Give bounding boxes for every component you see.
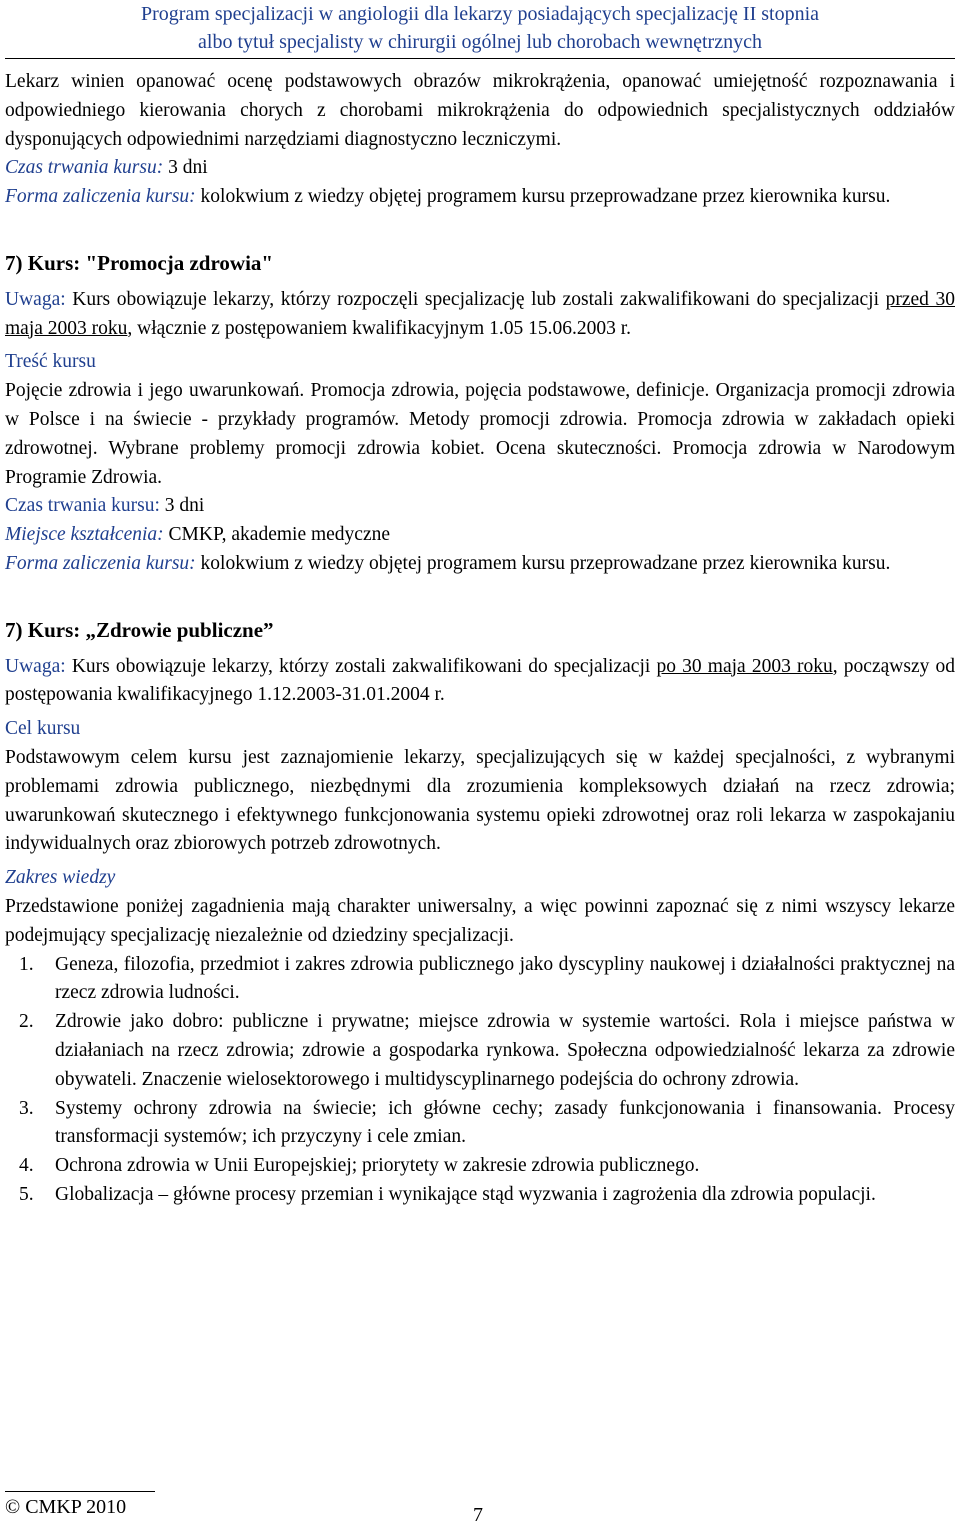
footer-divider — [5, 1491, 155, 1492]
course-promocja-duration-value: 3 dni — [159, 495, 205, 517]
page-header — [0, 0, 960, 56]
intro-form-value: kolokwium z wiedzy objętej programem kursu przeprowadzane przez kierownika kursu. — [195, 186, 891, 208]
scope-list-item-number: 3. — [19, 1097, 34, 1119]
scope-list-item-text: Ochrona zdrowia w Unii Europejskiej; priorytety w zakresie zdrowia publicznego. — [55, 1155, 700, 1177]
course-promocja-note — [5, 286, 955, 344]
course-zdrowie-title: 7) Kurs: „Zdrowie publiczne” — [5, 617, 274, 642]
scope-list-item-text: Zdrowie jako dobro: publiczne i prywatne; miejsce zdrowia w systemie wartości. Rola i miejsce państwa w działaniach na rzecz zdrowia; zdrowie a gospodarka rynkowa. Społeczna odpowiedzialność lekarza za zdrowie obywateli. Znaczenie wielosektorowego i multidyscyplinarnego podejścia do ochrony zdrowia. — [55, 1011, 955, 1090]
scope-list-item — [5, 951, 955, 1009]
course-promocja-duration — [5, 492, 955, 521]
scope-list-item-text: Geneza, filozofia, przedmiot i zakres zdrowia publicznego jako dyscypliny naukowej i działalności praktycznej na rzecz zdrowia ludności. — [55, 953, 955, 1004]
section-gap — [5, 579, 955, 599]
course-promocja-note-date: przed 30 maja 2003 roku — [5, 288, 955, 339]
intro-form — [5, 183, 955, 212]
course-promocja-form — [5, 550, 955, 579]
intro-form-label: Forma zaliczenia kursu: — [5, 186, 196, 208]
scope-list-item — [5, 1008, 955, 1094]
scope-list-item-text: Globalizacja – główne procesy przemian i wynikające stąd wyzwania i zagrożenia dla zdrowia populacji. — [55, 1183, 876, 1205]
course-zdrowie-note-label: Uwaga: — [5, 655, 66, 677]
scope-list — [5, 951, 955, 1210]
course-zdrowie-goal-text: Podstawowym celem kursu jest zaznajomienie lekarzy, specjalizujących się w każdej specjalności, z wybranymi problemami zdrowia publicznego, niezbędnymi dla zrozumienia kompleksowych działań na rzecz zdrowia; uwarunkowań skutecznego i efektywnego funkcjonowania systemu opieki zdrowotnej oraz roli lekarza w zaspokajaniu indywidualnych oraz zbiorowych potrzeb zdrowotnych. — [5, 746, 955, 855]
course-promocja-form-value: kolokwium z wiedzy objętej programem kursu przeprowadzane przez kierownika kursu. — [195, 552, 891, 574]
page-footer — [5, 1491, 955, 1525]
course-zdrowie-note-pre: Kurs obowiązuje lekarzy, którzy zostali zakwalifikowani do specjalizacji — [65, 655, 657, 677]
header-line-2: albo tytuł specjalisty w chirurgii ogólnej lub chorobach wewnętrznych — [198, 31, 762, 53]
intro-duration-label: Czas trwania kursu: — [5, 157, 164, 179]
header-divider — [5, 58, 955, 59]
course-promocja-content-heading: Treść kursu — [5, 351, 96, 373]
header-line-1: Program specjalizacji w angiologii dla lekarzy posiadających specjalizację II stopnia — [140, 3, 820, 25]
course-promocja-form-label: Forma zaliczenia kursu: — [5, 552, 196, 574]
course-zdrowie-scope-heading: Zakres wiedzy — [5, 867, 116, 889]
scope-list-item-text: Systemy ochrony zdrowia na świecie; ich główne cechy; zasady funkcjonowania i finansowania. Procesy transformacji systemów; ich przyczyny i cele zmian. — [55, 1097, 955, 1148]
scope-list-item — [5, 1181, 955, 1210]
course-zdrowie-note-date: po 30 maja 2003 roku — [656, 655, 833, 677]
page-number: 7 — [473, 1504, 483, 1526]
course-promocja-content-text: Pojęcie zdrowia i jego uwarunkowań. Promocja zdrowia, pojęcia podstawowe, definicje. Organizacja promocji zdrowia w Polsce i na świecie - przykłady programów. Metody promocji zdrowia. Promocja zdrowia w zakładach opieki zdrowotnej. Wybrane problemy promocji zdrowia kobiet. Ocena skuteczności. Promocja zdrowia w Narodowym Programie Zdrowia. — [5, 380, 955, 488]
scope-list-item-number: 2. — [19, 1011, 34, 1033]
course-zdrowie-note — [5, 653, 955, 711]
scope-list-item-number: 5. — [19, 1183, 34, 1205]
course-promocja-place — [5, 521, 955, 550]
course-zdrowie-note-post: , począwszy od postępowania kwalifikacyjnego 1.12.2003-31.01.2004 r. — [5, 655, 956, 706]
scope-list-item — [5, 1152, 955, 1181]
course-zdrowie-scope-text: Przedstawione poniżej zagadnienia mają charakter uniwersalny, a więc powinni zapoznać się z nimi wszyscy lekarze podejmujący specjalizację niezależnie od dziedziny specjalizacji. — [5, 895, 955, 946]
course-promocja-note-pre: Kurs obowiązuje lekarzy, którzy rozpoczęli specjalizację lub zostali zakwalifikowani do specjalizacji — [65, 288, 886, 310]
scope-list-item-number: 1. — [19, 953, 34, 975]
course-zdrowie-goal-heading: Cel kursu — [5, 718, 81, 740]
intro-text: Lekarz winien opanować ocenę podstawowych obrazów mikrokrążenia, opanować umiejętność rozpoznawania i odpowiedniego kierowania chorych z chorobami mikrokrążenia do odpowiednich specjalistycznych oddziałów dysponujących odpowiednimi narzędziami diagnostyczno leczniczymi. — [5, 71, 955, 150]
intro-duration — [5, 154, 955, 183]
page-content — [5, 68, 955, 1210]
intro-duration-value: 3 dni — [163, 157, 208, 179]
course-promocja-place-value: CMKP, akademie medyczne — [163, 524, 391, 546]
course-promocja-note-label: Uwaga: — [5, 288, 66, 310]
course-promocja-place-label: Miejsce kształcenia: — [5, 524, 164, 546]
section-gap — [5, 212, 955, 232]
copyright-text: © CMKP 2010 — [5, 1496, 127, 1518]
course-promocja-title: 7) Kurs: "Promocja zdrowia" — [5, 250, 274, 275]
course-promocja-note-post: , włącznie z postępowaniem kwalifikacyjnym 1.05 15.06.2003 r. — [127, 317, 632, 339]
scope-list-item-number: 4. — [19, 1155, 34, 1177]
scope-list-item — [5, 1095, 955, 1153]
course-promocja-duration-label: Czas trwania kursu: — [5, 495, 160, 517]
